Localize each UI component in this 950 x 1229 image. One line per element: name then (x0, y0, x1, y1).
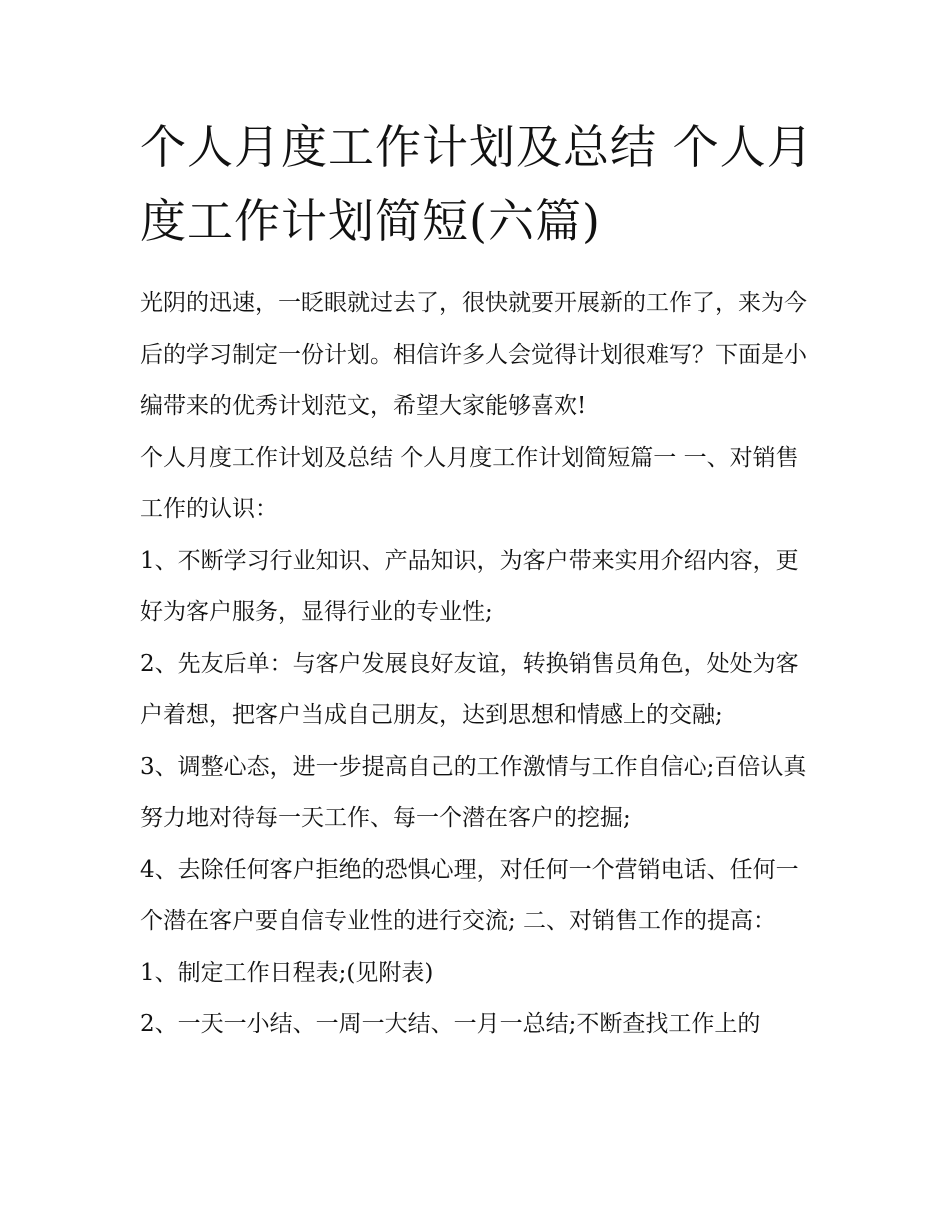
list-item-5: 2、一天一小结、一周一大结、一月一总结;不断查找工作上的 (140, 1011, 761, 1037)
list-item-4: 4、去除任何客户拒绝的恐惧心理，对任何一个营销电话、任何一个潜在客户要自信专业性的进行交流; 二、对销售工作的提高： 1、制定工作日程表;(见附表) (140, 856, 799, 986)
list-item-1: 1、不断学习行业知识、产品知识，为客户带来实用介绍内容，更好为客户服务，显得行业的专业性; (140, 547, 799, 625)
document-page (140, 110, 815, 1051)
intro-paragraph: 光阴的迅速，一眨眼就过去了，很快就要开展新的工作了，来为今后的学习制定一份计划。相信许多人会觉得计划很难写？下面是小编带来的优秀计划范文，希望大家能够喜欢! (140, 290, 807, 419)
list-item-2: 2、先友后单：与客户发展良好友谊，转换销售员角色，处处为客户着想，把客户当成自己朋友，达到思想和情感上的交融; (140, 650, 799, 728)
section-heading-paragraph: 个人月度工作计划及总结 个人月度工作计划简短篇一 一、对销售工作的认识： (140, 444, 799, 522)
document-title: 个人月度工作计划及总结 个人月度工作计划简短(六篇) (140, 120, 814, 248)
list-item-3: 3、调整心态，进一步提高自己的工作激情与工作自信心;百倍认真努力地对待每一天工作、每一个潜在客户的挖掘; (140, 753, 807, 831)
